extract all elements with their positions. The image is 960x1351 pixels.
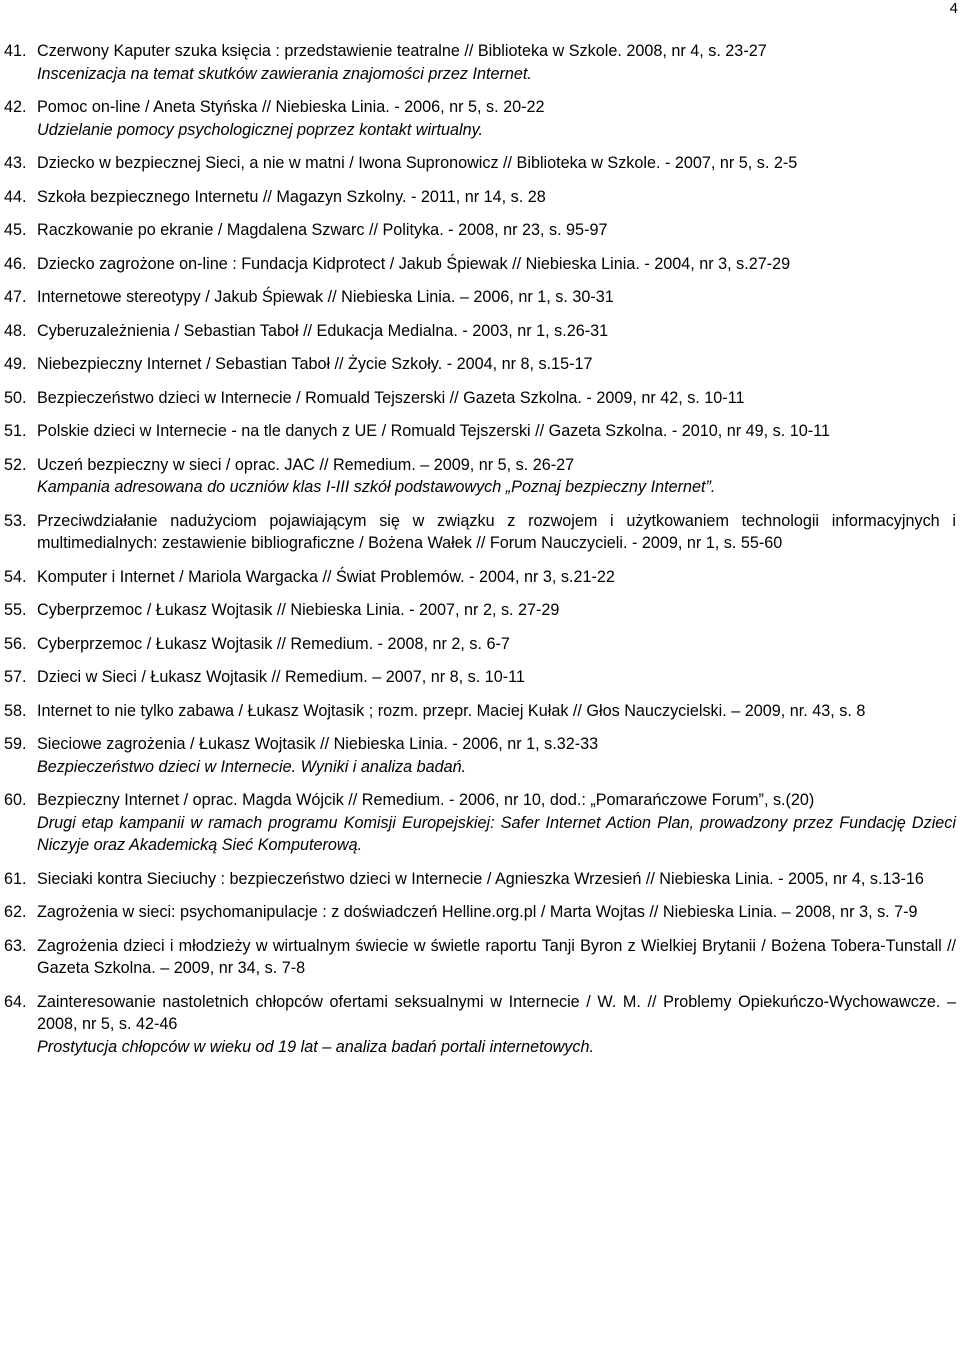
entry-annotation: Udzielanie pomocy psychologicznej poprzez kontakt wirtualny. xyxy=(37,120,483,139)
bibliography-entry xyxy=(4,700,956,723)
bibliography-entry xyxy=(4,40,956,85)
bibliography-entry xyxy=(4,152,956,175)
entry-citation: Zainteresowanie nastoletnich chłopców ofertami seksualnymi w Internecie / W. M. // Problemy Opiekuńczo-Wychowawcze. – 2008, nr 5, s. 42-46 xyxy=(37,992,956,1033)
entry-number: 59. xyxy=(4,735,27,753)
entry-body xyxy=(37,219,956,242)
entry-number: 62. xyxy=(4,903,27,921)
entry-body xyxy=(37,666,956,689)
entry-citation: Komputer i Internet / Mariola Wargacka // Świat Problemów. - 2004, nr 3, s.21-22 xyxy=(37,567,615,586)
entry-citation: Pomoc on-line / Aneta Styńska // Niebieska Linia. - 2006, nr 5, s. 20-22 xyxy=(37,98,545,116)
bibliography-list xyxy=(4,40,956,1061)
entry-citation: Czerwony Kaputer szuka księcia : przedstawienie teatralne // Biblioteka w Szkole. 2008, nr 4, s. 23-27 xyxy=(37,42,767,60)
entry-annotation: Kampania adresowana do uczniów klas I-III szkół podstawowych „Poznaj bezpieczny Internet”. xyxy=(37,478,716,496)
entry-number: 61. xyxy=(4,869,27,888)
bibliography-entry xyxy=(4,420,956,443)
entry-citation: Polskie dzieci w Internecie - na tle danych z UE / Romuald Tejszerski // Gazeta Szkolna. - 2010, nr 49, s. 10-11 xyxy=(37,422,830,440)
entry-citation: Niebezpieczny Internet / Sebastian Taboł // Życie Szkoły. - 2004, nr 8, s.15-17 xyxy=(37,355,593,373)
bibliography-entry xyxy=(4,789,956,857)
entry-body xyxy=(37,420,956,443)
bibliography-entry xyxy=(4,566,956,589)
entry-citation: Cyberprzemoc / Łukasz Wojtasik // Niebieska Linia. - 2007, nr 2, s. 27-29 xyxy=(37,601,560,619)
entry-number: 55. xyxy=(4,601,27,619)
entry-number: 42. xyxy=(4,98,27,116)
entry-body xyxy=(37,253,956,276)
entry-citation: Sieciaki kontra Sieciuchy : bezpieczeństwo dzieci w Internecie / Agnieszka Wrzesień // Niebieska Linia. - 2005, nr 4, s.13-16 xyxy=(37,869,924,888)
bibliography-entry xyxy=(4,96,956,141)
bibliography-entry xyxy=(4,253,956,276)
entry-body xyxy=(37,510,956,555)
entry-citation: Zagrożenia w sieci: psychomanipulacje : z doświadczeń Helline.org.pl / Marta Wojtas // Niebieska Linia. – 2008, nr 3, s. 7-9 xyxy=(37,903,918,921)
entry-number: 48. xyxy=(4,321,27,340)
bibliography-entry xyxy=(4,599,956,622)
page-number: 4 xyxy=(949,0,958,17)
entry-citation: Cyberprzemoc / Łukasz Wojtasik // Remedium. - 2008, nr 2, s. 6-7 xyxy=(37,634,510,653)
entry-body xyxy=(37,700,956,723)
entry-number: 47. xyxy=(4,288,27,306)
bibliography-entry xyxy=(4,286,956,309)
entry-number: 63. xyxy=(4,936,27,955)
entry-body xyxy=(37,454,956,499)
entry-number: 51. xyxy=(4,422,27,440)
bibliography-entry xyxy=(4,991,956,1059)
bibliography-entry xyxy=(4,733,956,778)
bibliography-entry xyxy=(4,868,956,891)
entry-body xyxy=(37,286,956,309)
entry-number: 50. xyxy=(4,388,27,407)
entry-citation: Zagrożenia dzieci i młodzieży w wirtualnym świecie w świetle raportu Tanji Byron z Wielkiej Brytanii / Bożena Tobera-Tunstall // Gazeta Szkolna. – 2009, nr 34, s. 7-8 xyxy=(37,936,956,977)
entry-body xyxy=(37,387,956,410)
entry-citation: Bezpieczny Internet / oprac. Magda Wójcik // Remedium. - 2006, nr 10, dod.: „Pomarańczowe Forum”, s.(20) xyxy=(37,791,815,809)
entry-body xyxy=(37,599,956,622)
bibliography-entry xyxy=(4,353,956,376)
entry-citation: Dziecko zagrożone on-line : Fundacja Kidprotect / Jakub Śpiewak // Niebieska Linia. - 2004, nr 3, s.27-29 xyxy=(37,254,791,273)
entry-body xyxy=(37,789,956,857)
entry-annotation: Bezpieczeństwo dzieci w Internecie. Wyniki i analiza badań. xyxy=(37,757,467,776)
entry-number: 49. xyxy=(4,355,27,373)
entry-body xyxy=(37,40,956,85)
entry-number: 53. xyxy=(4,511,27,530)
entry-citation: Internet to nie tylko zabawa / Łukasz Wojtasik ; rozm. przepr. Maciej Kułak // Głos Nauczycielski. – 2009, nr. 43, s. 8 xyxy=(37,701,866,720)
entry-body xyxy=(37,868,956,891)
entry-number: 44. xyxy=(4,187,27,206)
entry-annotation: Drugi etap kampanii w ramach programu Komisji Europejskiej: Safer Internet Action Plan, prowadzony przez Fundację Dzieci Niczyje oraz Akademicką Sieć Komputerową. xyxy=(37,813,956,854)
entry-number: 56. xyxy=(4,634,27,653)
bibliography-entry xyxy=(4,510,956,555)
entry-body xyxy=(37,96,956,141)
entry-number: 45. xyxy=(4,221,27,239)
entry-number: 54. xyxy=(4,567,27,586)
entry-body xyxy=(37,186,956,209)
entry-citation: Cyberuzależnienia / Sebastian Taboł // Edukacja Medialna. - 2003, nr 1, s.26-31 xyxy=(37,321,609,340)
entry-body xyxy=(37,935,956,980)
entry-citation: Dzieci w Sieci / Łukasz Wojtasik // Remedium. – 2007, nr 8, s. 10-11 xyxy=(37,668,525,686)
entry-body xyxy=(37,991,956,1059)
entry-annotation: Inscenizacja na temat skutków zawierania znajomości przez Internet. xyxy=(37,64,532,83)
entry-citation: Uczeń bezpieczny w sieci / oprac. JAC // Remedium. – 2009, nr 5, s. 26-27 xyxy=(37,455,575,474)
entry-body xyxy=(37,353,956,376)
entry-citation: Bezpieczeństwo dzieci w Internecie / Romuald Tejszerski // Gazeta Szkolna. - 2009, nr 42, s. 10-11 xyxy=(37,388,745,407)
entry-citation: Sieciowe zagrożenia / Łukasz Wojtasik // Niebieska Linia. - 2006, nr 1, s.32-33 xyxy=(37,735,599,753)
entry-citation: Szkoła bezpiecznego Internetu // Magazyn Szkolny. - 2011, nr 14, s. 28 xyxy=(37,187,546,206)
entry-number: 64. xyxy=(4,992,27,1011)
entry-number: 41. xyxy=(4,42,27,60)
bibliography-entry xyxy=(4,666,956,689)
entry-number: 60. xyxy=(4,791,27,809)
entry-citation: Raczkowanie po ekranie / Magdalena Szwarc // Polityka. - 2008, nr 23, s. 95-97 xyxy=(37,221,608,239)
entry-body xyxy=(37,152,956,175)
entry-body xyxy=(37,733,956,778)
entry-annotation: Prostytucja chłopców w wieku od 19 lat – analiza badań portali internetowych. xyxy=(37,1037,594,1056)
entry-body xyxy=(37,566,956,589)
entry-number: 57. xyxy=(4,668,27,686)
entry-number: 46. xyxy=(4,254,27,273)
entry-citation: Przeciwdziałanie nadużyciom pojawiającym się w związku z rozwojem i użytkowaniem technologii informacyjnych i multimedialnych: zestawienie bibliograficzne / Bożena Wałek // Forum Nauczycieli. - 2009, nr 1, s. 55-60 xyxy=(37,511,956,552)
bibliography-entry xyxy=(4,387,956,410)
bibliography-entry xyxy=(4,320,956,343)
entry-body xyxy=(37,901,956,924)
entry-citation: Internetowe stereotypy / Jakub Śpiewak // Niebieska Linia. – 2006, nr 1, s. 30-31 xyxy=(37,288,614,306)
entry-number: 58. xyxy=(4,701,27,720)
bibliography-entry xyxy=(4,454,956,499)
bibliography-entry xyxy=(4,901,956,924)
entry-body xyxy=(37,633,956,656)
entry-body xyxy=(37,320,956,343)
entry-number: 43. xyxy=(4,154,27,172)
entry-number: 52. xyxy=(4,455,27,474)
bibliography-entry xyxy=(4,935,956,980)
bibliography-entry xyxy=(4,186,956,209)
bibliography-entry xyxy=(4,633,956,656)
entry-citation: Dziecko w bezpiecznej Sieci, a nie w matni / Iwona Supronowicz // Biblioteka w Szkole. - 2007, nr 5, s. 2-5 xyxy=(37,154,798,172)
bibliography-entry xyxy=(4,219,956,242)
